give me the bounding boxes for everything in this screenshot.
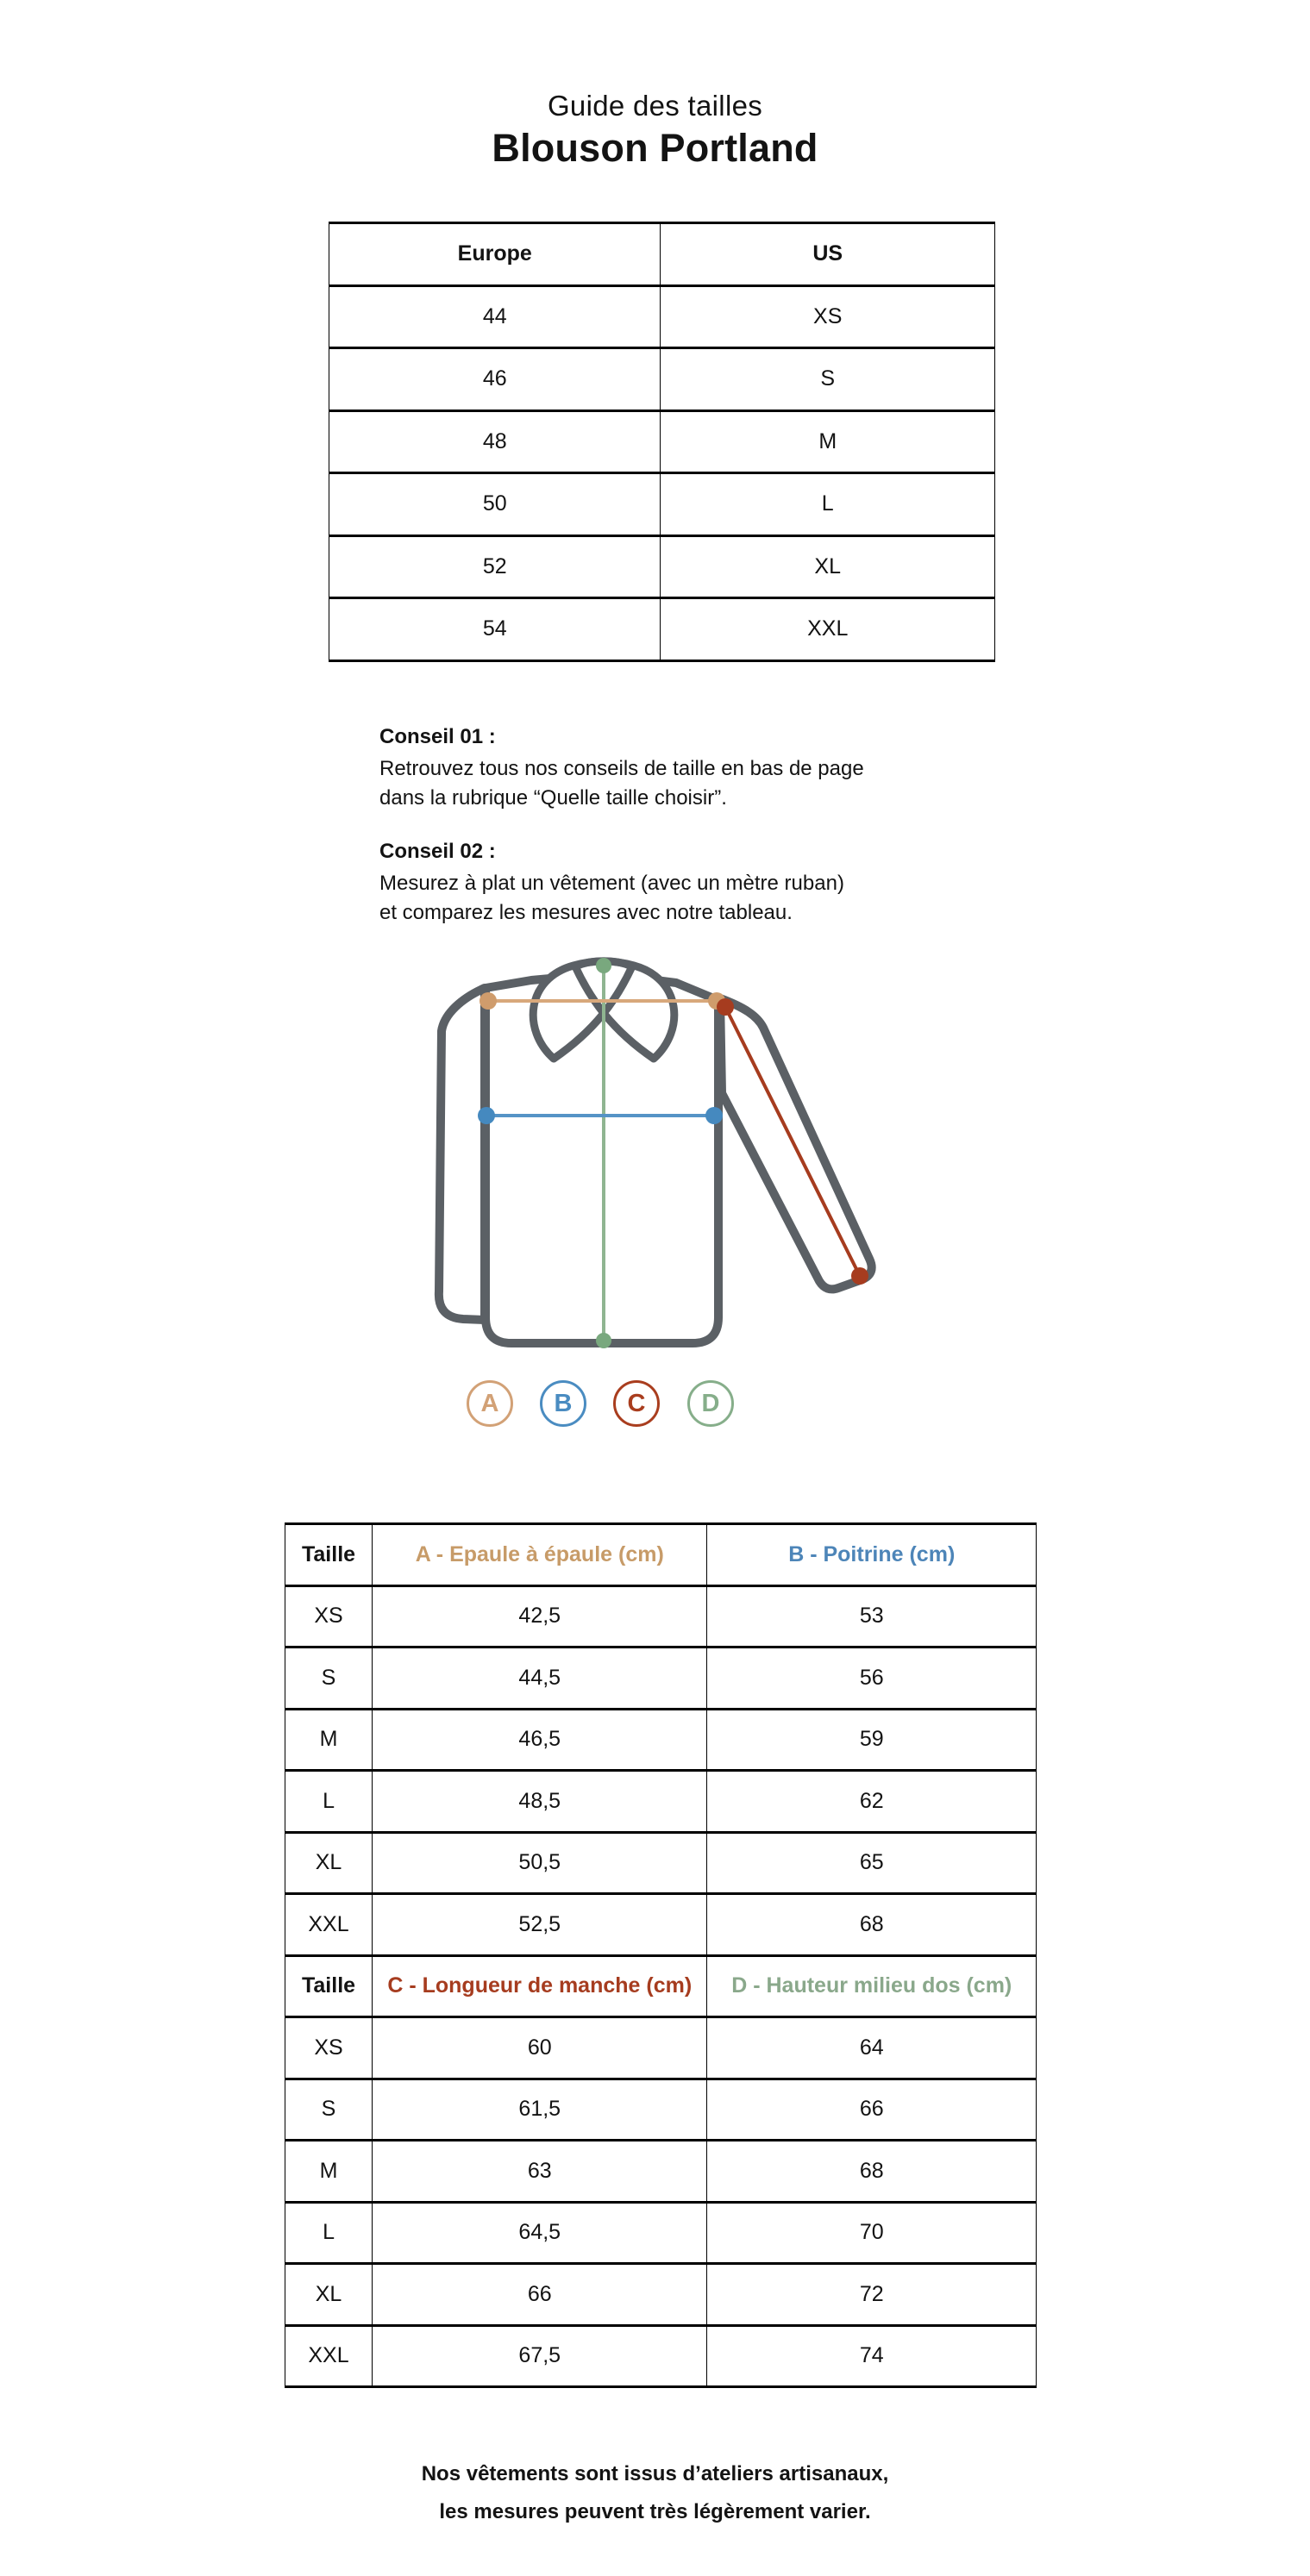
- value-a: 44,5: [373, 1648, 707, 1710]
- advice-1: [379, 722, 864, 813]
- value-c: 64,5: [373, 2202, 707, 2264]
- value-d: 72: [707, 2264, 1037, 2326]
- table-row: [285, 1832, 1037, 1894]
- size-label: XL: [285, 2264, 373, 2326]
- advice-1-title: Conseil 01 :: [379, 725, 496, 748]
- dot-b-left: [478, 1107, 495, 1124]
- legend-a: [467, 1380, 513, 1427]
- table-row: [285, 1771, 1037, 1833]
- value-d: 68: [707, 2141, 1037, 2203]
- size-label: M: [285, 1709, 373, 1771]
- table-row: [285, 2202, 1037, 2264]
- col-header-b: B - Poitrine (cm): [707, 1524, 1037, 1586]
- value-b: 68: [707, 1894, 1037, 1956]
- table-row: [285, 2079, 1037, 2141]
- col-header-europe: Europe: [329, 223, 661, 286]
- table-row: [285, 1648, 1037, 1710]
- size-us: XL: [661, 535, 995, 598]
- table-row: [329, 473, 995, 536]
- footer-line: les mesures peuvent très légèrement varier.: [439, 2500, 871, 2523]
- size-label: S: [285, 1648, 373, 1710]
- size-eu: 52: [329, 535, 661, 598]
- size-conversion-table: [329, 222, 995, 662]
- table-header-row: [329, 223, 995, 286]
- value-a: 46,5: [373, 1709, 707, 1771]
- value-a: 48,5: [373, 1771, 707, 1833]
- table-row: [285, 1585, 1037, 1648]
- jacket-measurement-diagram: [423, 948, 880, 1362]
- col-header-d: D - Hauteur milieu dos (cm): [707, 1955, 1037, 2017]
- value-b: 65: [707, 1832, 1037, 1894]
- advice-2-line: et comparez les mesures avec notre tableau.: [379, 901, 793, 924]
- legend-c: [613, 1380, 660, 1427]
- size-us: S: [661, 348, 995, 411]
- dot-c-bottom: [851, 1267, 868, 1285]
- footer-line: Nos vêtements sont issus d’ateliers artisanaux,: [421, 2462, 889, 2485]
- col-header-taille: Taille: [285, 1955, 373, 2017]
- table-row: [285, 1709, 1037, 1771]
- advice-block: [379, 722, 864, 928]
- value-d: 64: [707, 2017, 1037, 2079]
- measure-header-row-ab: [285, 1524, 1037, 1586]
- page-subtitle: Guide des tailles: [547, 90, 763, 122]
- value-a: 42,5: [373, 1585, 707, 1648]
- dot-d-top: [596, 958, 611, 973]
- footer-note: [0, 2455, 1310, 2531]
- advice-2-line: Mesurez à plat un vêtement (avec un mètre ruban): [379, 872, 844, 895]
- jacket-outline: [439, 961, 872, 1343]
- size-label: M: [285, 2141, 373, 2203]
- value-b: 59: [707, 1709, 1037, 1771]
- left-sleeve: [439, 988, 485, 1320]
- legend-d-letter: D: [701, 1389, 720, 1417]
- size-label: XS: [285, 2017, 373, 2079]
- table-row: [285, 1894, 1037, 1956]
- size-us: XS: [661, 285, 995, 348]
- value-a: 52,5: [373, 1894, 707, 1956]
- advice-1-line: dans la rubrique “Quelle taille choisir”.: [379, 786, 727, 810]
- size-eu: 44: [329, 285, 661, 348]
- size-eu: 48: [329, 410, 661, 473]
- size-eu: 50: [329, 473, 661, 536]
- value-c: 67,5: [373, 2325, 707, 2387]
- size-us: XXL: [661, 598, 995, 661]
- value-b: 56: [707, 1648, 1037, 1710]
- value-a: 50,5: [373, 1832, 707, 1894]
- value-d: 74: [707, 2325, 1037, 2387]
- value-b: 53: [707, 1585, 1037, 1648]
- value-c: 66: [373, 2264, 707, 2326]
- advice-2-title: Conseil 02 :: [379, 840, 496, 863]
- size-label: L: [285, 1771, 373, 1833]
- col-header-c: C - Longueur de manche (cm): [373, 1955, 707, 2017]
- value-c: 61,5: [373, 2079, 707, 2141]
- size-us: L: [661, 473, 995, 536]
- size-label: XXL: [285, 2325, 373, 2387]
- legend-b: [540, 1380, 586, 1427]
- value-c: 63: [373, 2141, 707, 2203]
- size-label: L: [285, 2202, 373, 2264]
- table-row: [285, 2141, 1037, 2203]
- col-header-us: US: [661, 223, 995, 286]
- value-d: 70: [707, 2202, 1037, 2264]
- table-row: [329, 410, 995, 473]
- dot-b-right: [705, 1107, 723, 1124]
- table-row: [285, 2325, 1037, 2387]
- value-c: 60: [373, 2017, 707, 2079]
- advice-2: [379, 837, 864, 928]
- value-b: 62: [707, 1771, 1037, 1833]
- legend-d: [687, 1380, 734, 1427]
- legend-a-letter: A: [480, 1389, 499, 1417]
- table-row: [329, 285, 995, 348]
- size-eu: 46: [329, 348, 661, 411]
- dot-d-bottom: [596, 1333, 611, 1348]
- measurements-table: [285, 1522, 1037, 2388]
- legend-c-letter: C: [627, 1389, 646, 1417]
- size-eu: 54: [329, 598, 661, 661]
- col-header-taille: Taille: [285, 1524, 373, 1586]
- value-d: 66: [707, 2079, 1037, 2141]
- table-row: [329, 598, 995, 661]
- advice-1-line: Retrouvez tous nos conseils de taille en bas de page: [379, 757, 864, 780]
- size-label: S: [285, 2079, 373, 2141]
- page-title: Blouson Portland: [492, 126, 818, 170]
- size-label: XXL: [285, 1894, 373, 1956]
- size-label: XL: [285, 1832, 373, 1894]
- table-row: [285, 2264, 1037, 2326]
- dot-a-left: [479, 992, 497, 1010]
- measure-header-row-cd: [285, 1955, 1037, 2017]
- col-header-a: A - Epaule à épaule (cm): [373, 1524, 707, 1586]
- size-us: M: [661, 410, 995, 473]
- legend-b-letter: B: [554, 1389, 573, 1417]
- table-row: [329, 348, 995, 411]
- table-row: [329, 535, 995, 598]
- size-label: XS: [285, 1585, 373, 1648]
- table-row: [285, 2017, 1037, 2079]
- dot-c-top: [717, 998, 734, 1016]
